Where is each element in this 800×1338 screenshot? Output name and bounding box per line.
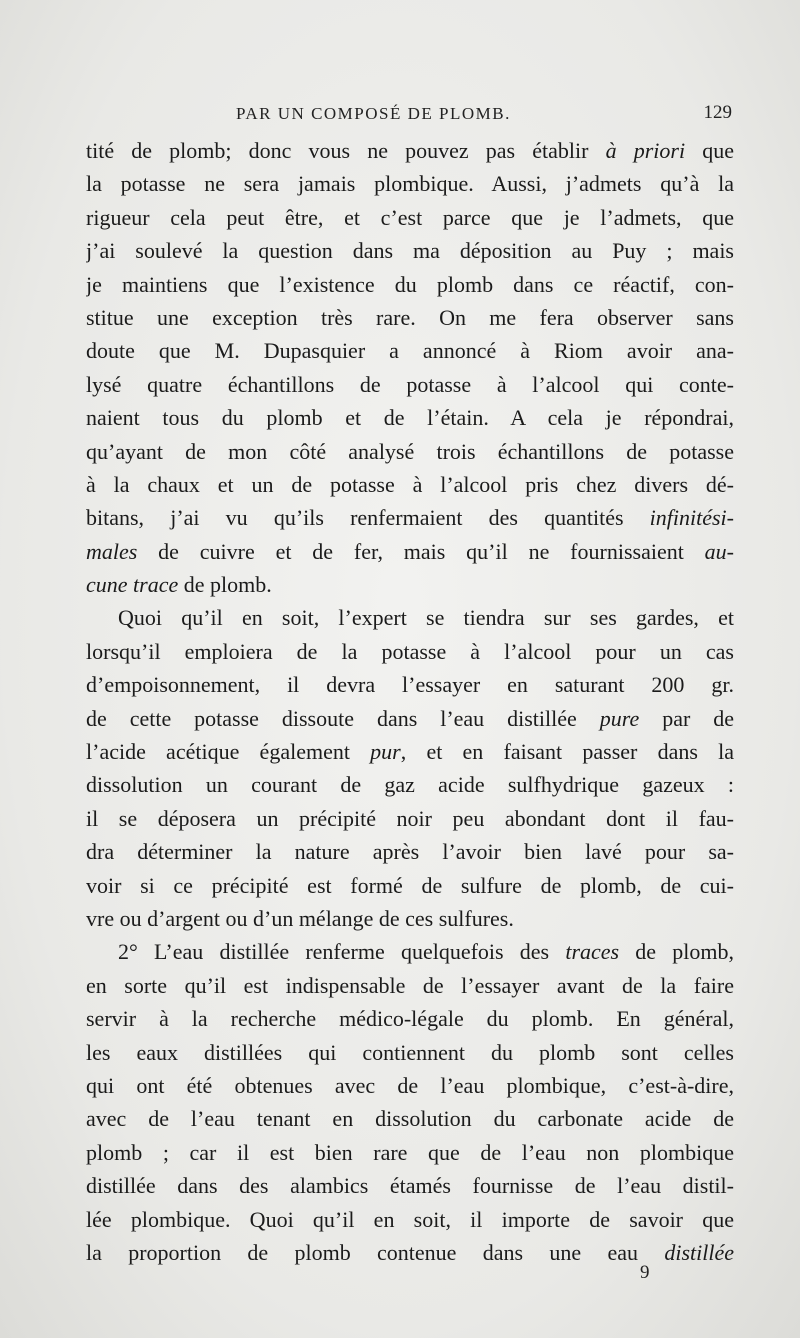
text-run: qu’ayant de mon côté analysé trois échantillons de potasse xyxy=(86,438,734,464)
italic-text: au- xyxy=(704,538,734,564)
text-run: dra déterminer la nature après l’avoir bien lavé pour sa- xyxy=(86,839,734,865)
text-run: doute que M. Dupasquier a annoncé à Riom avoir ana- xyxy=(86,338,734,364)
text-run: Quoi qu’il en soit, l’expert se tiendra sur ses gardes, et xyxy=(118,605,734,631)
text-run: à la chaux et un de potasse à l’alcool pris chez divers dé- xyxy=(86,471,734,497)
text-line xyxy=(86,167,734,200)
text-run: qui ont été obtenues avec de l’eau plombique, c’est-à-dire, xyxy=(86,1072,734,1098)
text-line xyxy=(86,601,734,634)
text-line xyxy=(86,1169,734,1202)
text-line xyxy=(86,234,734,267)
text-line xyxy=(86,1036,734,1069)
text-run: 2° L’eau distillée renferme quelquefois des xyxy=(118,939,566,965)
text-run: vre ou d’argent ou d’un mélange de ces sulfures. xyxy=(86,905,514,931)
text-line xyxy=(86,735,734,768)
italic-text: à priori xyxy=(605,138,686,163)
text-run: tité de plomb; donc vous ne pouvez pas établir xyxy=(86,138,606,163)
text-run: l’acide acétique également xyxy=(86,739,371,765)
text-line xyxy=(86,1102,734,1135)
text-line xyxy=(86,635,734,668)
text-line xyxy=(86,1002,734,1035)
text-line xyxy=(86,902,734,935)
text-run: j’ai soulevé la question dans ma déposition au Puy ; mais xyxy=(86,238,734,264)
text-line xyxy=(86,501,734,534)
text-line xyxy=(86,1069,734,1102)
text-line xyxy=(86,535,734,568)
text-run: voir si ce précipité est formé de sulfure de plomb, de cui- xyxy=(86,872,734,898)
page-header xyxy=(86,100,732,130)
text-run: il se déposera un précipité noir peu abondant dont il fau- xyxy=(86,805,734,831)
text-run: de cette potasse dissoute dans l’eau distillée xyxy=(86,705,600,731)
italic-text: cune trace xyxy=(86,572,179,598)
text-run: la proportion de plomb contenue dans une eau xyxy=(86,1239,665,1265)
text-run: d’empoisonnement, il devra l’essayer en saturant 200 gr. xyxy=(86,672,734,698)
text-line xyxy=(86,1203,734,1236)
italic-text: traces xyxy=(565,939,620,965)
text-run: stitue une exception très rare. On me fera observer sans xyxy=(86,304,734,330)
page-number: 129 xyxy=(703,102,732,123)
text-line xyxy=(86,869,734,902)
text-line xyxy=(86,935,734,968)
text-line xyxy=(86,134,734,167)
text-run: de plomb. xyxy=(178,572,272,598)
text-line xyxy=(86,268,734,301)
text-line xyxy=(86,835,734,868)
text-line xyxy=(86,668,734,701)
text-line xyxy=(86,301,734,334)
text-run: de plomb, xyxy=(619,939,734,965)
italic-text: males xyxy=(86,538,138,564)
signature-mark: 9 xyxy=(640,1262,650,1283)
text-run: en sorte qu’il est indispensable de l’essayer avant de la faire xyxy=(86,972,734,998)
text-line xyxy=(86,334,734,367)
text-run: distillée dans des alambics étamés fournisse de l’eau distil- xyxy=(86,1173,734,1199)
running-title: PAR UN COMPOSÉ DE PLOMB. xyxy=(236,104,511,123)
text-line xyxy=(86,768,734,801)
text-line xyxy=(86,1236,734,1269)
text-run: bitans, j’ai vu qu’ils renfermaient des quantités xyxy=(86,505,650,531)
text-line xyxy=(86,802,734,835)
text-line xyxy=(86,969,734,1002)
text-run: que xyxy=(685,138,734,163)
text-run: dissolution un courant de gaz acide sulfhydrique gazeux : xyxy=(86,772,734,798)
text-run: , et en faisant passer dans la xyxy=(400,739,734,765)
italic-text: pure xyxy=(599,705,640,731)
text-run: lée plombique. Quoi qu’il en soit, il importe de savoir que xyxy=(86,1206,734,1232)
text-line xyxy=(86,468,734,501)
text-run: avec de l’eau tenant en dissolution du carbonate acide de xyxy=(86,1106,734,1132)
italic-text: pur xyxy=(370,739,401,765)
text-run: lysé quatre échantillons de potasse à l’alcool qui conte- xyxy=(86,371,734,397)
text-line xyxy=(86,568,734,601)
text-line xyxy=(86,1136,734,1169)
text-run: de cuivre et de fer, mais qu’il ne fournissaient xyxy=(137,538,705,564)
text-run: plomb ; car il est bien rare que de l’eau non plombique xyxy=(86,1139,734,1165)
text-run: les eaux distillées qui contiennent du plomb sont celles xyxy=(86,1039,734,1065)
text-line xyxy=(86,702,734,735)
text-run: lorsqu’il emploiera de la potasse à l’alcool pour un cas xyxy=(86,638,734,664)
text-line xyxy=(86,435,734,468)
text-line xyxy=(86,401,734,434)
text-run: par de xyxy=(639,705,734,731)
text-line xyxy=(86,201,734,234)
text-line xyxy=(86,368,734,401)
italic-text: distillée xyxy=(664,1239,734,1265)
text-run: rigueur cela peut être, et c’est parce que je l’admets, que xyxy=(86,204,734,230)
text-run: servir à la recherche médico-légale du plomb. En général, xyxy=(86,1006,734,1032)
italic-text: infinitési- xyxy=(649,505,734,531)
text-run: je maintiens que l’existence du plomb dans ce réactif, con- xyxy=(86,271,734,297)
body-text xyxy=(86,134,734,1269)
text-run: naient tous du plomb et de l’étain. A cela je répondrai, xyxy=(86,405,734,431)
text-run: la potasse ne sera jamais plombique. Aussi, j’admets qu’à la xyxy=(86,171,734,197)
